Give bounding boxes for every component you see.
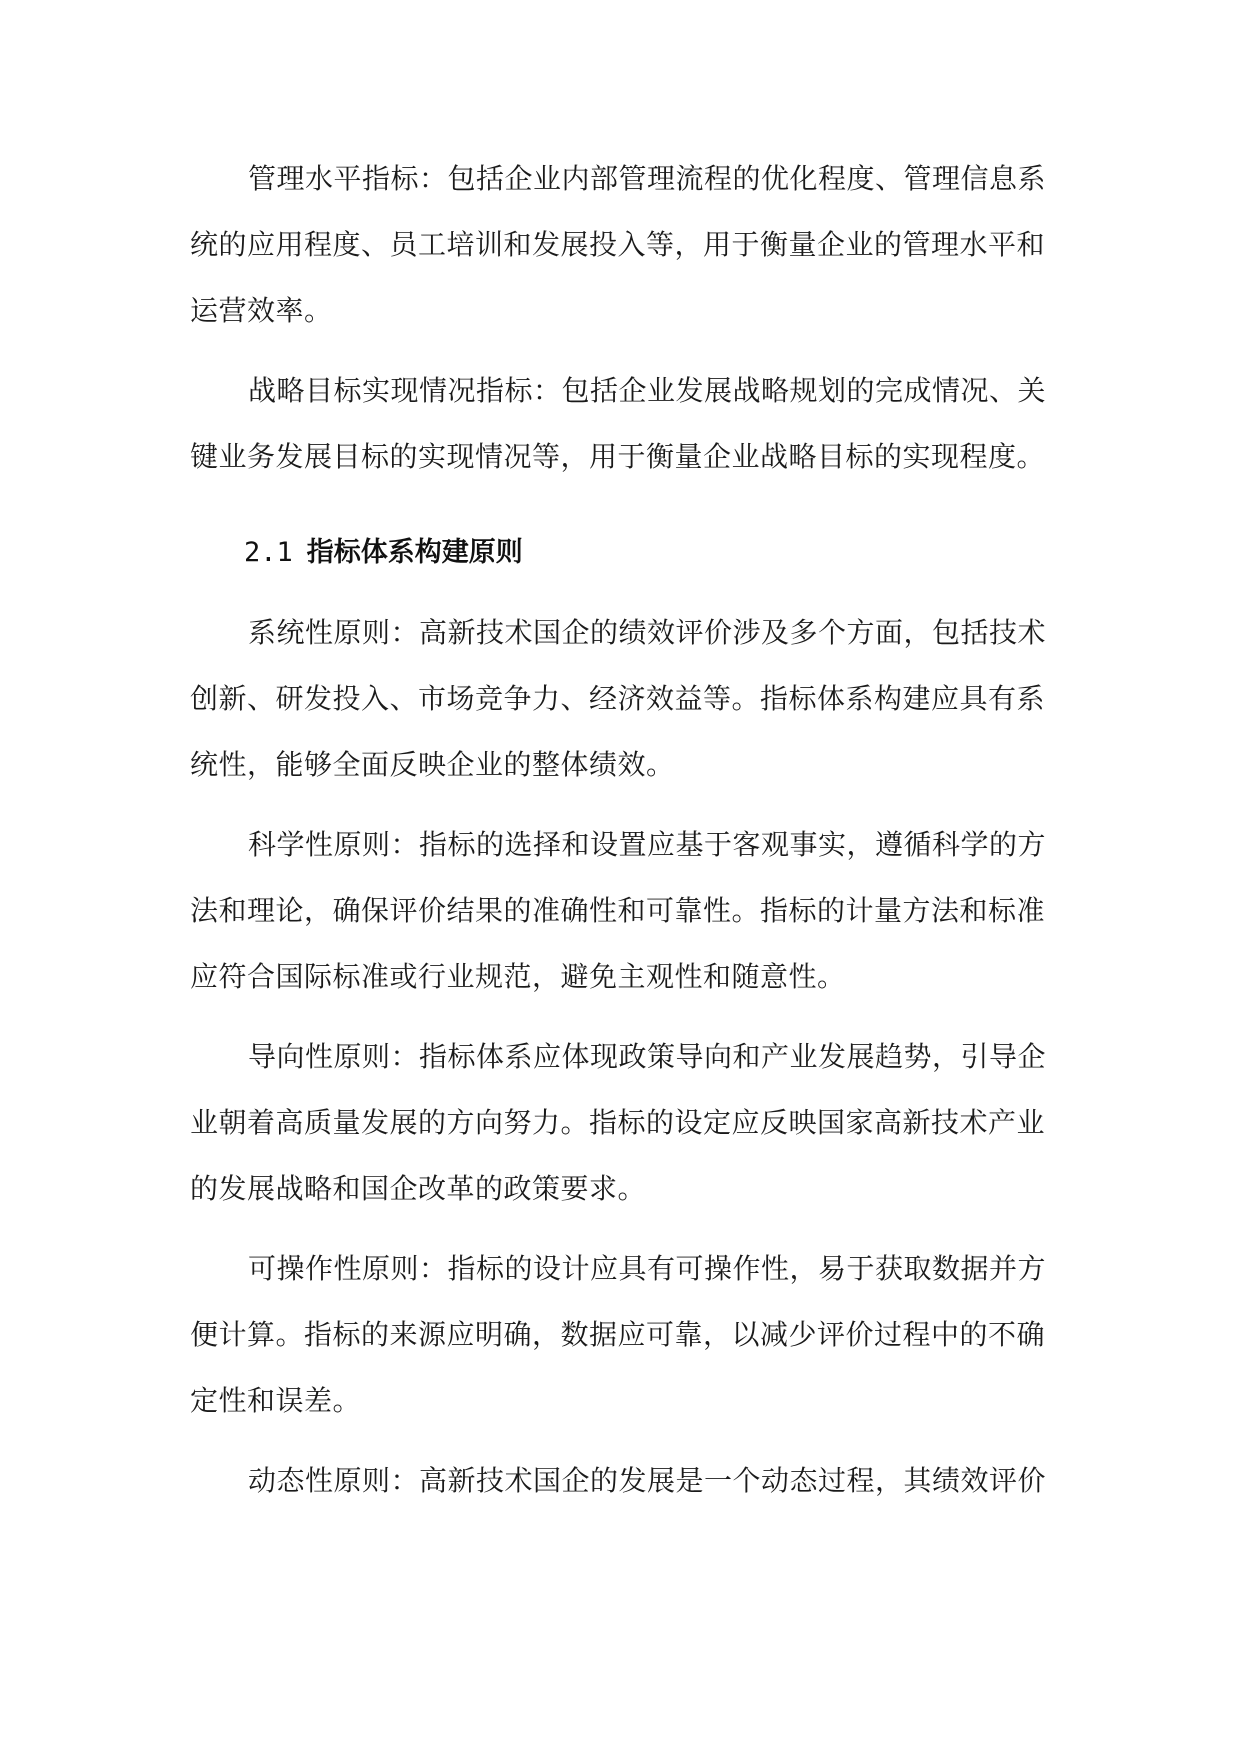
paragraph-guidance-principle: [190, 1024, 1050, 1222]
paragraph-systematic-principle: [190, 600, 1050, 798]
text-line: 键业务发展目标的实现情况等，用于衡量企业战略目标的实现程度。: [190, 440, 1046, 473]
text-line: 定性和误差。: [190, 1384, 362, 1417]
section-heading: [190, 520, 1050, 586]
section-title: 指标体系构建原则: [306, 537, 523, 568]
text-line: 的发展战略和国企改革的政策要求。: [190, 1172, 647, 1205]
paragraph-scientific-principle: [190, 812, 1050, 1010]
paragraph-management-level: [190, 146, 1050, 344]
paragraph-strategic-goal: [190, 358, 1050, 490]
text-line: 应符合国际标准或行业规范，避免主观性和随意性。: [190, 960, 846, 993]
text-line: 业朝着高质量发展的方向努力。指标的设定应反映国家高新技术产业: [190, 1106, 1046, 1139]
text-line: 统性，能够全面反映企业的整体绩效。: [190, 748, 675, 781]
text-line: 管理水平指标：包括企业内部管理流程的优化程度、管理信息系: [248, 162, 1047, 195]
text-line: 战略目标实现情况指标：包括企业发展战略规划的完成情况、关: [248, 374, 1047, 407]
text-line: 动态性原则：高新技术国企的发展是一个动态过程，其绩效评价: [248, 1464, 1047, 1497]
text-line: 统的应用程度、员工培训和发展投入等，用于衡量企业的管理水平和: [190, 228, 1046, 261]
text-line: 便计算。指标的来源应明确，数据应可靠，以减少评价过程中的不确: [190, 1318, 1046, 1351]
text-line: 运营效率。: [190, 294, 333, 327]
document-body: [190, 146, 1050, 1528]
text-line: 可操作性原则：指标的设计应具有可操作性，易于获取数据并方: [248, 1252, 1047, 1285]
text-line: 科学性原则：指标的选择和设置应基于客观事实，遵循科学的方: [248, 828, 1047, 861]
text-line: 系统性原则：高新技术国企的绩效评价涉及多个方面，包括技术: [248, 616, 1047, 649]
text-line: 导向性原则：指标体系应体现政策导向和产业发展趋势，引导企: [248, 1040, 1047, 1073]
text-line: 法和理论，确保评价结果的准确性和可靠性。指标的计量方法和标准: [190, 894, 1046, 927]
paragraph-dynamic-principle: [190, 1448, 1050, 1514]
section-number: 2.1: [244, 537, 293, 568]
paragraph-operability-principle: [190, 1236, 1050, 1434]
text-line: 创新、研发投入、市场竞争力、经济效益等。指标体系构建应具有系: [190, 682, 1046, 715]
